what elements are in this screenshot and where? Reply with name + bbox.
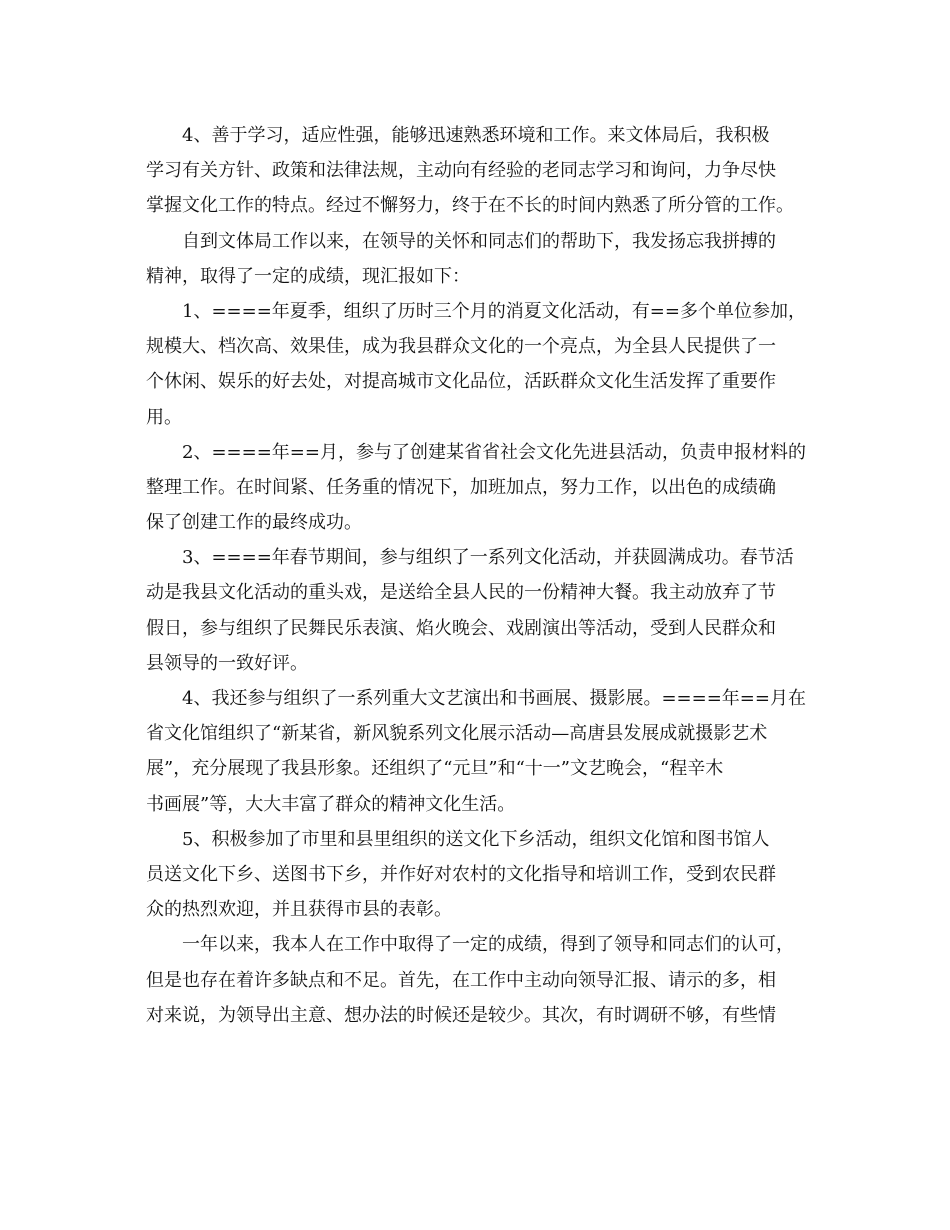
paragraph-item-3 (146, 540, 810, 681)
text-line: 假日，参与组织了民舞民乐表演、焰火晚会、戏剧演出等活动，受到人民群众和 (146, 617, 776, 639)
paragraph-report-intro (146, 224, 810, 294)
text-line: 县领导的一致好评。 (146, 652, 308, 674)
text-line: 3、====年春节期间，参与组织了一系列文化活动，并获圆满成功。春节活 (182, 547, 794, 569)
text-line: 动是我县文化活动的重头戏，是送给全县人民的一份精神大餐。我主动放弃了节 (146, 582, 776, 604)
text-line: 2、====年==月，参与了创建某省省社会文化先进县活动，负责申报材料的 (182, 441, 806, 463)
text-line: 个休闲、娱乐的好去处，对提高城市文化品位，活跃群众文化生活发挥了重要作 (146, 371, 776, 393)
text-line: 对来说，为领导出主意、想办法的时候还是较少。其次，有时调研不够，有些情 (146, 1004, 776, 1026)
text-line: 省文化馆组织了“新某省，新风貌系列文化展示活动—高唐县发展成就摄影艺术 (146, 723, 768, 745)
text-line: 书画展”等，大大丰富了群众的精神文化生活。 (146, 793, 516, 815)
text-line: 用。 (146, 406, 182, 428)
text-line: 1、====年夏季，组织了历时三个月的消夏文化活动，有==多个单位参加， (182, 300, 806, 322)
paragraph-item-5 (146, 822, 810, 928)
text-line: 展”，充分展现了我县形象。还组织了“元旦”和“十一”文艺晚会，“程辛木 (146, 758, 724, 780)
text-line: 5、积极参加了市里和县里组织的送文化下乡活动，组织文化馆和图书馆人 (182, 828, 770, 850)
paragraph-item-1 (146, 294, 810, 435)
text-line: 规模大、档次高、效果佳，成为我县群众文化的一个亮点，为全县人民提供了一 (146, 336, 776, 358)
text-line: 学习有关方针、政策和法律法规，主动向有经验的老同志学习和询问，力争尽快 (146, 160, 776, 182)
text-line: 但是也存在着许多缺点和不足。首先，在工作中主动向领导汇报、请示的多，相 (146, 969, 776, 991)
text-line: 众的热烈欢迎，并且获得市县的表彰。 (146, 899, 452, 921)
text-line: 4、善于学习，适应性强，能够迅速熟悉环境和工作。来文体局后，我积极 (182, 125, 770, 146)
paragraph-item-2 (146, 435, 810, 541)
text-line: 保了创建工作的最终成功。 (146, 512, 362, 534)
text-line: 整理工作。在时间紧、任务重的情况下，加班加点，努力工作，以出色的成绩确 (146, 476, 776, 498)
paragraph-learning-ability (146, 118, 810, 224)
document-body (146, 118, 810, 1033)
text-line: 员送文化下乡、送图书下乡，并作好对农村的文化指导和培训工作，受到农民群 (146, 863, 776, 885)
text-line: 精神，取得了一定的成绩，现汇报如下： (146, 265, 470, 287)
text-line: 4、我还参与组织了一系列重大文艺演出和书画展、摄影展。====年==月在 (182, 688, 806, 709)
text-line: 自到文体局工作以来，在领导的关怀和同志们的帮助下，我发扬忘我拼搏的 (182, 230, 776, 252)
paragraph-shortcomings (146, 927, 810, 1033)
text-line: 掌握文化工作的特点。经过不懈努力，终于在不长的时间内熟悉了所分管的工作。 (146, 195, 794, 217)
text-line: 一年以来，我本人在工作中取得了一定的成绩，得到了领导和同志们的认可， (182, 934, 794, 956)
paragraph-item-4 (146, 681, 810, 822)
